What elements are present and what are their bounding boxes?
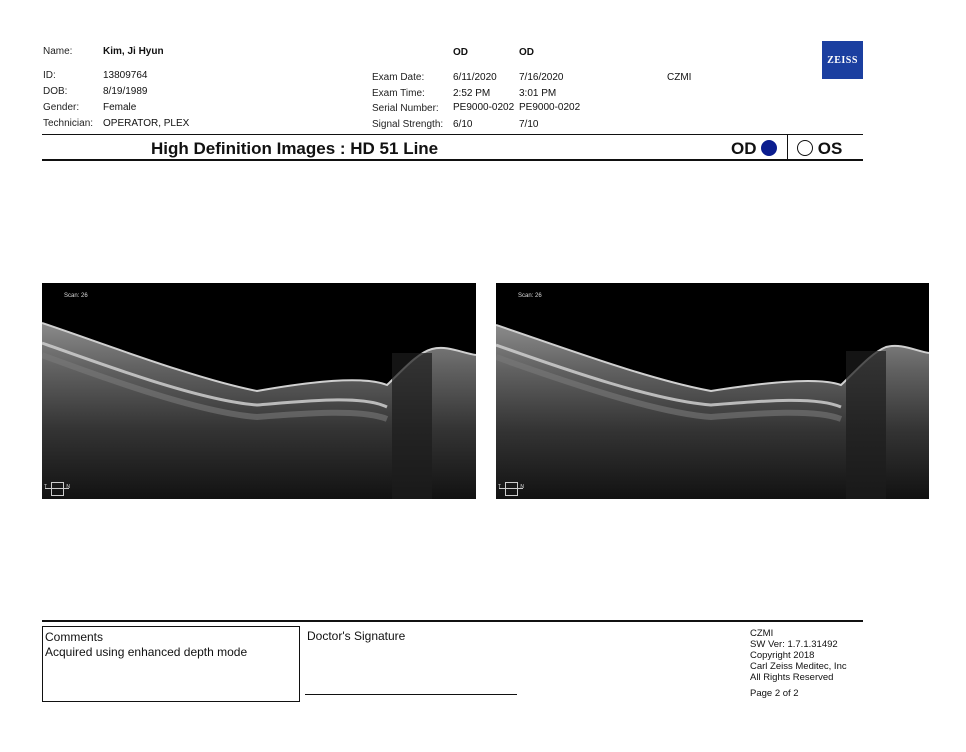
oct-scan-image-2	[496, 283, 929, 499]
scan-number-label: Scan: 26	[518, 293, 542, 299]
eye-os-label: OS	[817, 139, 843, 158]
temporal-label: T	[44, 484, 48, 490]
exam-time-2: 3:01 PM	[519, 88, 557, 99]
exam-date-1: 6/11/2020	[453, 72, 497, 83]
patient-dob: 8/19/1989	[103, 86, 148, 97]
doctor-signature-label: Doctor's Signature	[307, 629, 406, 643]
eye-selector-divider	[787, 135, 788, 159]
signal-strength-label: Signal Strength:	[372, 119, 444, 130]
signal-strength-1: 6/10	[453, 119, 473, 130]
title-bottom-rule	[42, 159, 863, 161]
footer-top-rule	[42, 620, 863, 622]
technician-name: OPERATOR, PLEX	[103, 118, 190, 129]
comments-box	[42, 626, 300, 702]
comments-text: Acquired using enhanced depth mode	[45, 645, 248, 659]
signature-line	[305, 694, 517, 695]
eye-od-option[interactable]	[731, 139, 777, 159]
gender-label: Gender:	[43, 102, 80, 113]
company-name: Carl Zeiss Meditec, Inc	[750, 661, 847, 672]
name-label: Name:	[43, 46, 73, 57]
os-radio-icon	[797, 140, 813, 156]
patient-id: 13809764	[103, 70, 148, 81]
id-label: ID:	[43, 70, 56, 81]
nasal-label: N	[66, 484, 70, 490]
copyright: Copyright 2018	[750, 650, 815, 661]
zeiss-logo: ZEISS	[822, 41, 863, 79]
exam-date-label: Exam Date:	[372, 72, 425, 83]
exam-col2-header: OD	[519, 47, 534, 58]
comments-heading: Comments	[45, 630, 104, 644]
oct-scan-image-1	[42, 283, 476, 499]
page-number: Page 2 of 2	[750, 688, 799, 699]
title-top-rule	[42, 134, 863, 135]
orientation-indicator-icon	[499, 481, 523, 495]
serial-number-1: PE9000-0202	[453, 102, 515, 113]
exam-col1-header: OD	[453, 47, 468, 58]
eye-os-option[interactable]	[797, 139, 842, 159]
footer-org: CZMI	[750, 628, 774, 639]
footer-info	[750, 628, 847, 699]
nasal-label: N	[520, 484, 524, 490]
serial-number-2: PE9000-0202	[519, 102, 581, 113]
exam-time-label: Exam Time:	[372, 88, 425, 99]
exam-time-1: 2:52 PM	[453, 88, 491, 99]
serial-number-label: Serial Number:	[372, 103, 439, 114]
software-version: SW Ver: 1.7.1.31492	[750, 639, 838, 650]
patient-name: Kim, Ji Hyun	[103, 46, 164, 57]
patient-gender: Female	[103, 102, 137, 113]
scan-number-label: Scan: 26	[64, 293, 88, 299]
dob-label: DOB:	[43, 86, 68, 97]
report-title: High Definition Images : HD 51 Line	[151, 139, 439, 158]
exam-date-2: 7/16/2020	[519, 72, 564, 83]
technician-label: Technician:	[43, 118, 94, 129]
institution-name: CZMI	[667, 72, 692, 83]
od-selected-radio-icon	[761, 140, 777, 156]
orientation-indicator-icon	[45, 481, 69, 495]
temporal-label: T	[498, 484, 502, 490]
eye-od-label: OD	[731, 139, 757, 158]
rights-reserved: All Rights Reserved	[750, 672, 834, 683]
signal-strength-2: 7/10	[519, 119, 539, 130]
